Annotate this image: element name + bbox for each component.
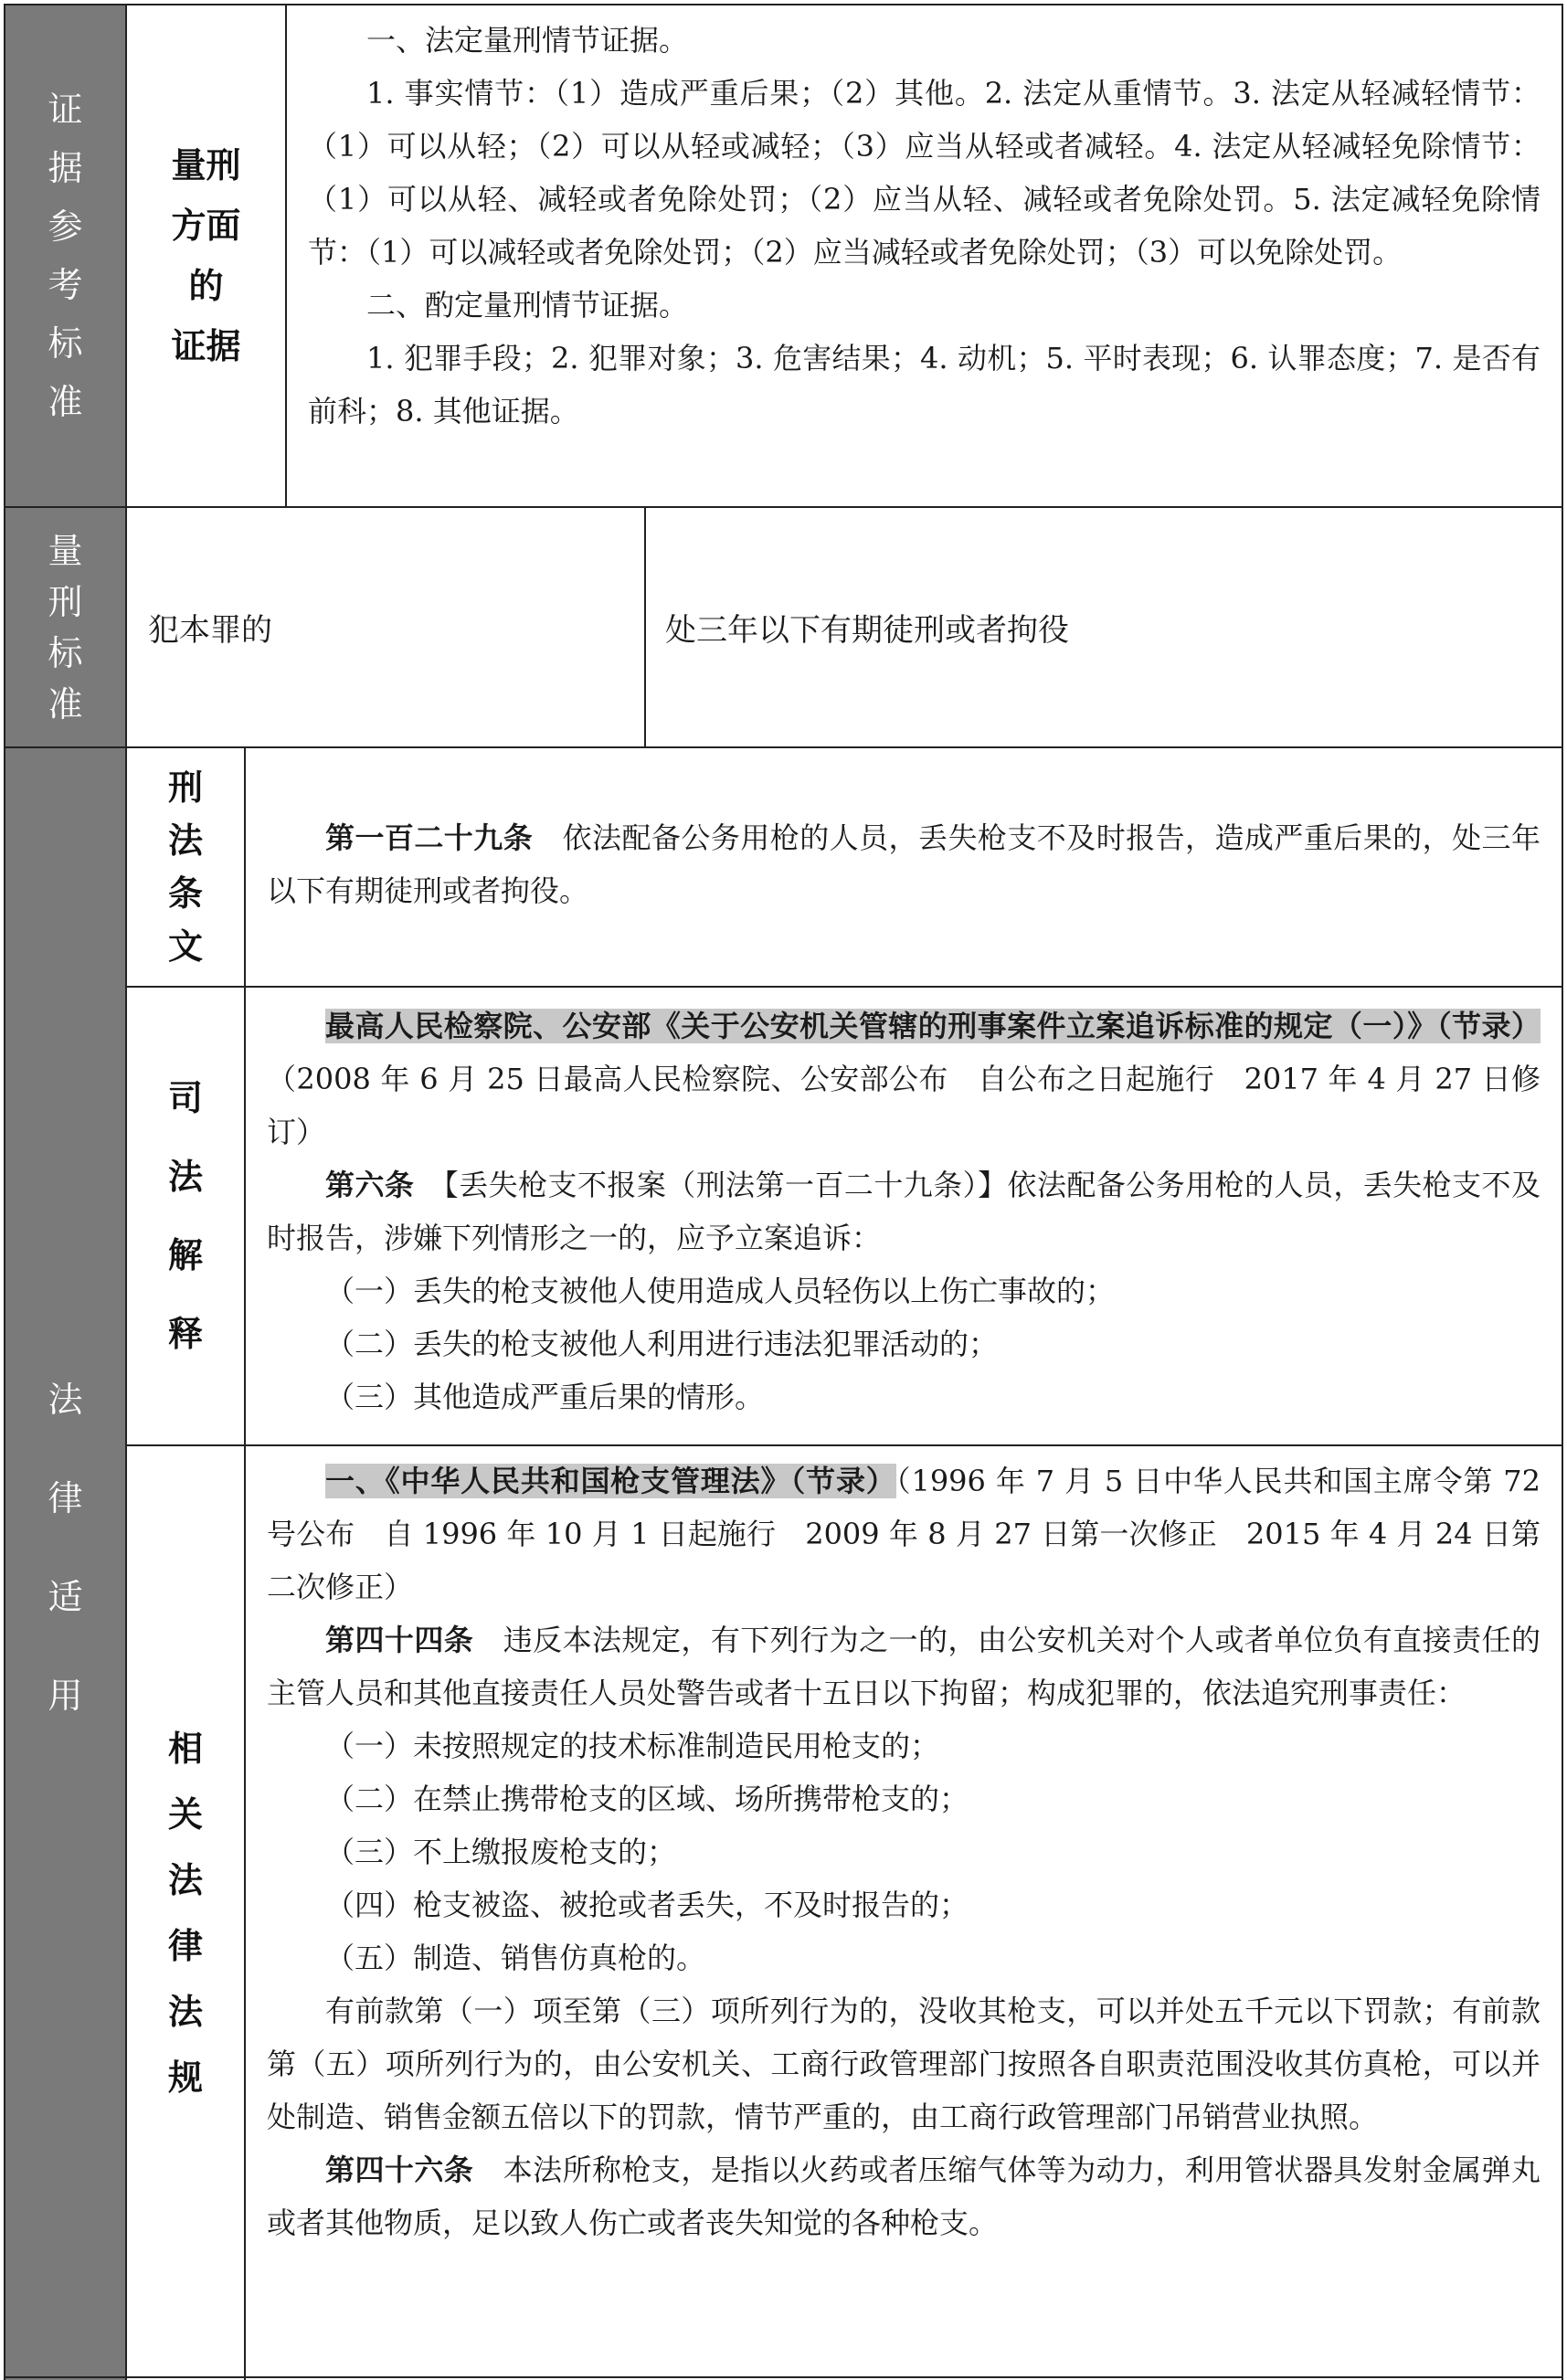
side-char: 考 <box>48 265 83 305</box>
judicial-source: （2008 年 6 月 25 日最高人民检察院、公安部公布 自公布之日起施行 2017 年 4 月 27 日修订） <box>267 1062 1541 1149</box>
label-char: 法 <box>167 1991 203 2032</box>
side-char: 用 <box>48 1676 83 1716</box>
divider-side-column <box>125 4 127 2380</box>
divider-evidence-sentencing <box>4 506 1563 508</box>
label-char: 法 <box>167 1859 203 1900</box>
related-item: （一）未按照规定的技术标准制造民用枪支的； <box>325 1729 940 1763</box>
label-line: 的 <box>188 266 224 306</box>
related-item: （四）枪支被盗、被抢或者丢失，不及时报告的； <box>325 1888 969 1922</box>
label-char: 条 <box>167 873 203 914</box>
evidence-row-label <box>126 5 286 507</box>
label-char: 司 <box>167 1078 203 1118</box>
related-article-44 <box>267 1613 1541 1719</box>
side-char: 准 <box>48 683 83 725</box>
divider-judicial-related <box>125 1444 1563 1446</box>
side-char: 参 <box>48 206 83 247</box>
judicial-item: （三）其他造成严重后果的情形。 <box>325 1380 765 1414</box>
divider-sentencing-law <box>4 746 1563 748</box>
label-char: 关 <box>167 1793 203 1835</box>
label-char: 释 <box>167 1314 203 1354</box>
label-char: 法 <box>167 1157 203 1197</box>
related-label <box>126 1445 245 2380</box>
label-line: 证据 <box>171 326 241 366</box>
judicial-item: （二）丢失的枪支被他人利用进行违法犯罪活动的； <box>325 1327 999 1361</box>
judicial-article-text: 【丢失枪支不报案（刑法第一百二十九条）】依法配备公务用枪的人员，丢失枪支不及时报告，涉嫌下列情形之一的，应予立案追诉： <box>267 1168 1541 1255</box>
judicial-label <box>126 987 245 1445</box>
side-char: 证 <box>48 90 83 130</box>
article-46-text: 本法所称枪支，是指以火药或者压缩气体等为动力，利用管状器具发射金属弹丸或者其他物质，足以致人伤亡或者丧失知觉的各种枪支。 <box>267 2153 1541 2240</box>
label-char: 解 <box>167 1235 203 1275</box>
side-char: 律 <box>48 1478 83 1518</box>
side-char: 标 <box>48 323 83 364</box>
article-46-title: 第四十六条 <box>325 2153 474 2187</box>
related-item: （五）制造、销售仿真枪的。 <box>325 1941 706 1975</box>
article-paragraph <box>267 811 1541 917</box>
judicial-item: （一）丢失的枪支被他人使用造成人员轻伤以上伤亡事故的； <box>325 1274 1116 1308</box>
related-article-46 <box>267 2143 1541 2249</box>
article-content <box>245 747 1562 987</box>
judicial-heading: 最高人民检察院、公安部《关于公安机关管辖的刑事案件立案追诉标准的规定（一）》（节录） <box>325 1009 1541 1043</box>
divider-article-judicial <box>125 986 1563 988</box>
side-char: 法 <box>48 1380 83 1420</box>
judicial-article <box>267 1158 1541 1264</box>
side-char: 量 <box>48 530 83 571</box>
sentencing-side-label <box>5 507 126 747</box>
border-top <box>4 4 1563 5</box>
label-char: 刑 <box>167 767 203 808</box>
judicial-article-title: 第六条 <box>325 1168 415 1202</box>
side-char: 标 <box>48 632 83 673</box>
sentencing-condition: 犯本罪的 <box>148 612 272 649</box>
sentencing-penalty: 处三年以下有期徒刑或者拘役 <box>665 612 1069 649</box>
border-right <box>1562 4 1563 2380</box>
divider-evidence-label <box>285 4 287 507</box>
divider-law-label <box>244 746 246 2380</box>
evidence-content <box>286 5 1562 507</box>
evidence-side-label <box>5 5 126 507</box>
related-heading: 一、《中华人民共和国枪支管理法》（节录） <box>325 1464 896 1498</box>
related-paragraph: 有前款第（一）项至第（三）项所列行为的，没收其枪支，可以并处五千元以下罚款；有前款第（五）项所列行为的，由公安机关、工商行政管理部门按照各自职责范围没收其仿真枪，可以并处制造、销售金额五倍以下的罚款，情节严重的，由工商行政管理部门吊销营业执照。 <box>267 1994 1541 2134</box>
related-content <box>245 1445 1562 2380</box>
article-label <box>126 747 245 987</box>
label-char: 相 <box>167 1728 203 1769</box>
divider-sentencing-middle <box>644 506 646 747</box>
label-line: 量刑 <box>171 145 241 185</box>
label-line: 方面 <box>171 206 241 246</box>
related-source: （1996 年 7 月 5 日中华人民共和国主席令第 72 号公布 自 1996 年 10 月 1 日起施行 2009 年 8 月 27 日第一次修正 2015 年 4 月 24 日第二次修正） <box>267 1464 1541 1604</box>
article-title: 第一百二十九条 <box>325 820 534 855</box>
border-bottom <box>4 2376 1563 2378</box>
article-text: 依法配备公务用枪的人员，丢失枪支不及时报告，造成严重后果的，处三年以下有期徒刑或者拘役。 <box>267 820 1541 908</box>
label-char: 法 <box>167 820 203 861</box>
evidence-paragraph: 一、法定量刑情节证据。 <box>366 23 689 58</box>
related-item: （三）不上缴报废枪支的； <box>325 1835 677 1869</box>
evidence-paragraph: 1. 事实情节：（1）造成严重后果；（2）其他。2. 法定从重情节。3. 法定从轻减轻情节：（1）可以从轻；（2）可以从轻或减轻；（3）应当从轻或者减轻。4. 法定从轻减轻免除情节：（1）可以从轻、减轻或者免除处罚；（2）应当从轻、减轻或者免除处罚。5. 法定减轻免除情节：（1）可以减轻或者免除处罚；（2）应当减轻或者免除处罚；（3）可以免除处罚。 <box>308 76 1541 270</box>
label-char: 律 <box>167 1925 203 1966</box>
law-side-label <box>5 747 126 2380</box>
related-item: （二）在禁止携带枪支的区域、场所携带枪支的； <box>325 1782 969 1816</box>
article-44-text: 违反本法规定，有下列行为之一的，由公安机关对个人或者单位负有直接责任的主管人员和其他直接责任人员处警告或者十五日以下拘留；构成犯罪的，依法追究刑事责任： <box>267 1623 1541 1710</box>
label-char: 规 <box>167 2057 203 2098</box>
side-char: 刑 <box>48 581 83 622</box>
judicial-content <box>245 987 1562 1445</box>
label-char: 文 <box>167 926 203 967</box>
evidence-paragraph: 二、酌定量刑情节证据。 <box>366 288 689 323</box>
article-44-title: 第四十四条 <box>325 1623 474 1657</box>
border-left <box>4 4 5 2380</box>
evidence-paragraph: 1. 犯罪手段；2. 犯罪对象；3. 危害结果；4. 动机；5. 平时表现；6. 认罪态度；7. 是否有前科；8. 其他证据。 <box>308 341 1541 428</box>
judicial-heading-paragraph <box>267 1000 1541 1158</box>
related-heading-paragraph <box>267 1454 1541 1613</box>
side-char: 据 <box>48 148 83 188</box>
side-char: 准 <box>48 382 83 422</box>
side-char: 适 <box>48 1577 83 1617</box>
